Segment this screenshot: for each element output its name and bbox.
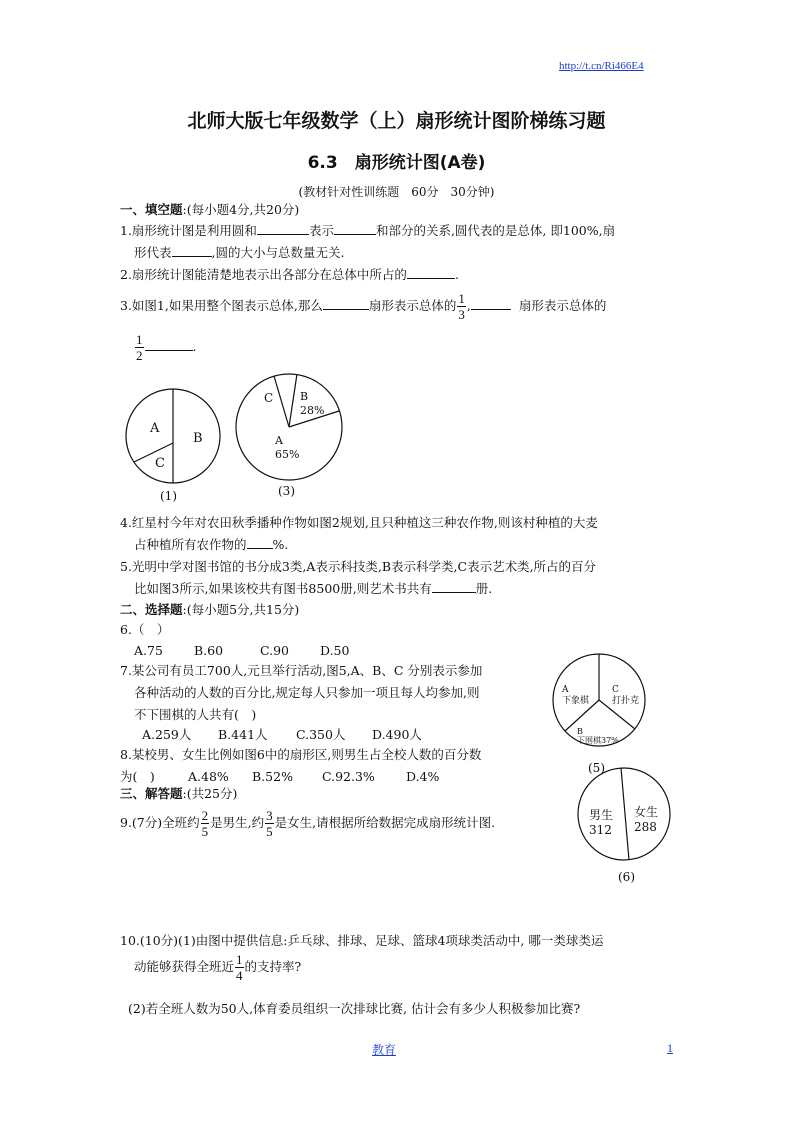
question-4-line-2: 占种植所有农作物的 %.	[134, 537, 289, 552]
fig5-label-a2: 下象棋	[562, 696, 590, 706]
question-7-line-3: 不下围棋的人共有( )	[134, 707, 257, 722]
fig6-caption: (6)	[618, 870, 635, 884]
fig5-label-b: B	[577, 727, 583, 736]
option-a[interactable]: A.75	[134, 643, 163, 658]
question-2: 2.扇形统计图能清楚地表示出各部分在总体中所占的 .	[120, 267, 459, 282]
question-3-line-2: $\frac{1}{2}$ .	[136, 332, 197, 363]
fig1-label-a: A	[150, 421, 160, 436]
fraction-three-fifths: $\frac{3}{5}$	[266, 808, 273, 839]
figure-3-pie	[232, 366, 346, 501]
fig5-label-c2: 打扑克	[612, 696, 640, 706]
question-5-line-2: 比如图3所示,如果该校共有图书8500册,则艺术书共有 册.	[134, 581, 493, 596]
option-a[interactable]: A.259人	[142, 727, 192, 742]
blank	[334, 234, 376, 235]
question-7-options	[142, 726, 432, 744]
figure-5-pie	[546, 652, 656, 780]
figure-6-pie	[572, 764, 678, 888]
fig6-label-girl-count: 288	[634, 820, 657, 834]
page-number: 1	[667, 1041, 673, 1055]
fig1-caption: (1)	[160, 489, 177, 503]
question-1-line-2: 形代表 ,圆的大小与总数量无关.	[134, 245, 345, 260]
fig6-label-boy-count: 312	[589, 823, 612, 837]
fraction-one-half: $\frac{1}{2}$	[136, 332, 143, 363]
blank	[145, 350, 193, 351]
option-d[interactable]: D.490人	[372, 727, 422, 742]
blank	[257, 234, 309, 235]
fig3-label-b-pct: 28%	[300, 404, 325, 417]
question-10-line-1: 10.(10分)(1)由图中提供信息:乒乓球、排球、足球、篮球4项球类活动中, 哪一类球类运	[120, 933, 604, 948]
fig3-label-c: C	[264, 391, 274, 405]
question-3-line-1: 3.如图1,如果用整个图表示总体,那么 扇形表示总体的 $\frac{1}{3}$ , 扇形表示总体的	[120, 291, 607, 322]
section-1-heading: 一、填空题:(每小题4分,共20分)	[120, 202, 300, 217]
header-url[interactable]: http://t.cn/Ri466E4	[559, 60, 644, 72]
question-10-line-2: 动能够获得全班近 $\frac{1}{4}$ 的支持率?	[134, 952, 302, 983]
question-10-line-3: (2)若全班人数为50人,体育委员组织一次排球比赛, 估计会有多少人积极参加比赛?	[128, 1001, 581, 1016]
blank	[247, 548, 273, 549]
option-d[interactable]: D.50	[320, 643, 350, 658]
fig5-label-b2: 下围棋37%	[577, 736, 619, 745]
fig1-label-c: C	[155, 456, 165, 471]
question-4-line-1: 4.红星村今年对农田秋季播种作物如图2规划,且只种植这三种农作物,则该村种植的大麦	[120, 515, 598, 530]
question-1-line-1: 1.扇形统计图是利用圆和 表示 和部分的关系,圆代表的是总体, 即100%,扇	[120, 223, 616, 238]
question-8-line-2: 为( ) A.48% B.52% C.92.3% D.4%	[120, 768, 456, 786]
fig1-label-b: B	[193, 431, 203, 446]
section-3-heading: 三、解答题:(共25分)	[120, 786, 238, 801]
page-subtitle: 6.3 扇形统计图(A卷)	[307, 153, 486, 173]
fraction-one-quarter: $\frac{1}{4}$	[236, 952, 243, 983]
fig3-caption: (3)	[278, 484, 295, 498]
option-b[interactable]: B.441人	[218, 727, 268, 742]
option-d[interactable]: D.4%	[406, 769, 440, 784]
page-title: 北师大版七年级数学（上）扇形统计图阶梯练习题	[187, 110, 606, 132]
blank	[407, 278, 455, 279]
option-b[interactable]: B.60	[194, 643, 224, 658]
figure-1-pie	[118, 380, 228, 505]
option-a[interactable]: A.48%	[188, 769, 229, 784]
fraction-one-third: $\frac{1}{3}$	[458, 291, 465, 322]
fig3-label-b: B	[300, 390, 309, 403]
footer-link[interactable]: 教育	[372, 1043, 397, 1057]
option-c[interactable]: C.92.3%	[322, 769, 375, 784]
option-b[interactable]: B.52%	[252, 769, 293, 784]
section-2-heading: 二、选择题:(每小题5分,共15分)	[120, 602, 300, 617]
fig3-label-a-pct: 65%	[275, 448, 300, 461]
blank	[471, 309, 511, 310]
question-9: 9.(7分)全班约 $\frac{2}{5}$ 是男生,约 $\frac{3}{5}$ 是女生,请根据所给数据完成扇形统计图.	[120, 808, 496, 839]
question-5-line-1: 5.光明中学对图书馆的书分成3类,A表示科技类,B表示科学类,C表示艺术类,所占的百分	[120, 559, 597, 574]
question-6-stem: 6.（ ）	[120, 622, 170, 637]
time-note: (教材针对性训练题 60分 30分钟)	[298, 185, 495, 199]
option-c[interactable]: C.350人	[296, 727, 346, 742]
question-6-options	[134, 642, 370, 660]
fig3-label-a: A	[275, 434, 283, 447]
fig5-caption: (5)	[588, 761, 605, 775]
blank	[323, 309, 369, 310]
question-8-line-1: 8.某校男、女生比例如图6中的扇形区,则男生占全校人数的百分数	[120, 747, 482, 762]
fig5-label-a: A	[562, 685, 569, 695]
fig6-label-boy: 男生	[589, 808, 614, 822]
question-7-line-2: 各种活动的人数的百分比,规定每人只参加一项且每人均参加,则	[134, 685, 480, 700]
option-c[interactable]: C.90	[260, 643, 289, 658]
fig6-label-girl: 女生	[634, 805, 659, 819]
blank	[172, 256, 212, 257]
question-7-line-1: 7.某公司有员工700人,元旦举行活动,图5,A、B、C 分别表示参加	[120, 663, 483, 678]
fig5-label-c: C	[612, 685, 619, 695]
blank	[432, 592, 476, 593]
fraction-two-fifths: $\frac{2}{5}$	[201, 808, 209, 839]
